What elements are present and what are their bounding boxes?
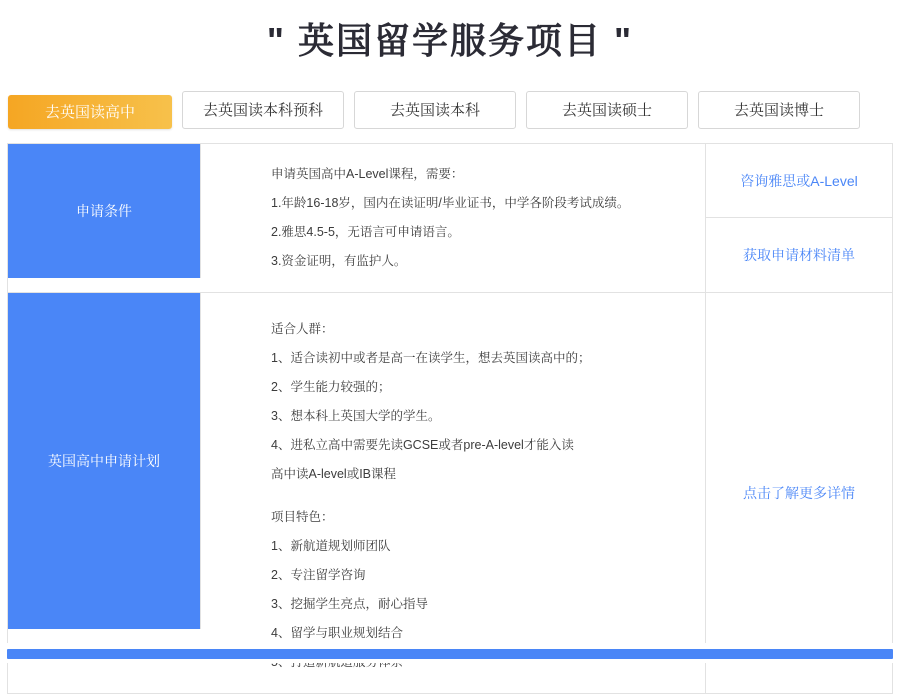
page-title-wrap	[0, 0, 900, 65]
row-links-plan	[706, 293, 892, 693]
link-more-details[interactable]: 点击了解更多详情	[743, 484, 855, 501]
tab-label: 去英国读本科	[389, 102, 480, 120]
table-row	[8, 144, 892, 293]
row-label-requirements: 申请条件	[8, 144, 201, 278]
requirement-line: 3.资金证明，有监护人。	[271, 253, 407, 268]
bottom-accent-bar	[7, 649, 893, 659]
suitable-people-item: 3、想本科上英国大学的学生。	[271, 408, 441, 423]
tab-bar	[0, 91, 900, 129]
requirement-intro: 申请英国高中A-Level课程，需要：	[271, 166, 464, 181]
row-content-plan	[201, 293, 706, 693]
table-row	[8, 293, 892, 693]
tab-label: 去英国读本科预科	[202, 102, 323, 120]
bottom-strip	[0, 643, 900, 663]
link-get-material-list[interactable]: 获取申请材料清单	[706, 217, 892, 292]
tab-undergrad-foundation[interactable]	[182, 91, 344, 129]
program-features-heading: 项目特色：	[271, 509, 334, 524]
program-feature-item: 1、新航道规划师团队	[271, 538, 391, 553]
suitable-people-item: 1、适合读初中或者是高一在读学生，想去英国读高中的；	[271, 350, 591, 365]
tab-high-school[interactable]	[8, 95, 172, 129]
suitable-people-heading: 适合人群：	[271, 321, 334, 336]
tab-label: 去英国读博士	[733, 102, 824, 120]
program-feature-item: 4、留学与职业规划结合	[271, 625, 403, 640]
tab-phd[interactable]	[698, 91, 860, 129]
link-consult-ielts-alevel[interactable]: 咨询雅思或A-Level	[740, 172, 858, 189]
tab-label: 去英国读高中	[44, 104, 135, 122]
content-divider	[271, 491, 681, 505]
requirement-line: 1.年龄16-18岁，国内在读证明/毕业证书，中学各阶段考试成绩。	[271, 195, 630, 210]
suitable-people-item: 高中读A-level或IB课程	[271, 466, 397, 481]
tab-undergraduate[interactable]	[354, 91, 516, 129]
tab-label: 去英国读硕士	[561, 102, 652, 120]
program-feature-item: 2、专注留学咨询	[271, 567, 366, 582]
row-label-plan: 英国高中申请计划	[8, 293, 201, 629]
suitable-people-item: 4、进私立高中需要先读GCSE或者pre-A-level才能入读	[271, 437, 574, 452]
program-feature-item: 3、挖掘学生亮点，耐心指导	[271, 596, 428, 611]
row-content-requirements	[201, 144, 706, 292]
page-title: " 英国留学服务项目 "	[266, 20, 634, 61]
info-table	[7, 143, 893, 694]
row-links-requirements	[706, 144, 892, 292]
tab-master[interactable]	[526, 91, 688, 129]
requirement-line: 2.雅思4.5-5，无语言可申请语言。	[271, 224, 460, 239]
suitable-people-item: 2、学生能力较强的；	[271, 379, 391, 394]
